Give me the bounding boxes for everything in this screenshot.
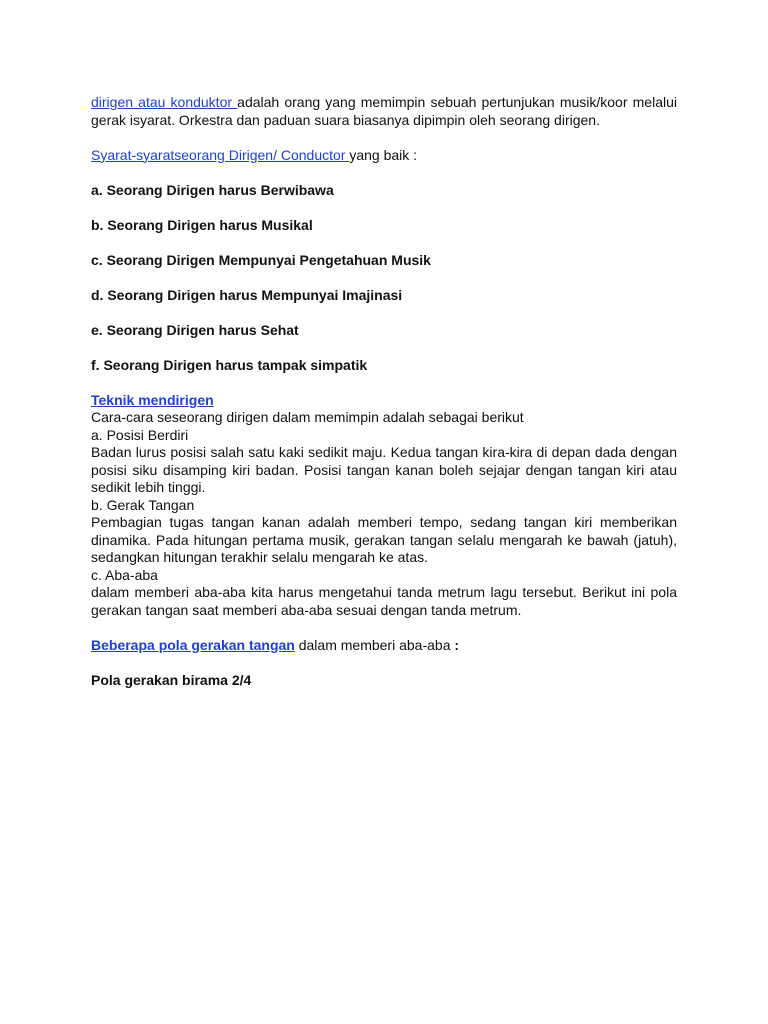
spacer [91, 234, 677, 252]
spacer [91, 619, 677, 637]
requirement-item: a. Seorang Dirigen harus Berwibawa [91, 181, 334, 198]
spacer [91, 199, 677, 217]
link-syarat-dirigen[interactable]: Syarat-syaratseorang Dirigen/ Conductor [91, 146, 350, 163]
patterns-suffix: dalam memberi aba-aba [294, 636, 455, 653]
subsection-title-posisi-berdiri: a. Posisi Berdiri [91, 426, 189, 443]
subsection-title-gerak-tangan: b. Gerak Tangan [91, 496, 195, 513]
technique-intro: Cara-cara seseorang dirigen dalam memimpin adalah sebagai berikut [91, 409, 524, 425]
requirements-intro [91, 147, 677, 165]
subsection-text-aba-aba: dalam memberi aba-aba kita harus mengetahui tanda metrum lagu tersebut. Berikut ini pola gerakan tangan saat memberi aba-aba sesuai dengan tanda metrum. [91, 584, 677, 618]
spacer [91, 339, 677, 357]
link-dirigen-konduktor[interactable]: dirigen atau konduktor [91, 94, 238, 110]
requirement-item: d. Seorang Dirigen harus Mempunyai Imajinasi [91, 286, 403, 303]
subsection-text-gerak-tangan: Pembagian tugas tangan kanan adalah memberi tempo, sedang tangan kiri memberikan dinamika. Pada hitungan pertama musik, gerakan tangan selalu mengarah ke bawah (jatuh), sedangkan hitungan terakhir selalu mengarah ke atas. [91, 514, 677, 565]
spacer [91, 374, 677, 392]
spacer [91, 164, 677, 182]
intro-text: adalah orang yang memimpin sebuah pertunjukan musik/koor melalui gerak isyarat. Orkestra dan paduan suara biasanya dipimpin oleh seorang dirigen. [91, 94, 677, 128]
patterns-intro [91, 637, 677, 655]
pattern-heading-birama: Pola gerakan birama 2/4 [91, 671, 252, 688]
subsection-text-posisi-berdiri: Badan lurus posisi salah satu kaki sedikit maju. Kedua tangan kira-kira di depan dada dengan posisi siku disamping kiri badan. Posisi tangan kanan boleh sejajar dengan tangan kiri atau sedikit lebih tinggi. [91, 444, 677, 495]
patterns-colon: : [454, 636, 460, 653]
requirement-item: b. Seorang Dirigen harus Musikal [91, 216, 313, 233]
requirement-item: f. Seorang Dirigen harus tampak simpatik [91, 356, 368, 373]
requirement-item: e. Seorang Dirigen harus Sehat [91, 321, 299, 338]
link-pola-gerakan-tangan[interactable]: Beberapa pola gerakan tangan [91, 636, 295, 653]
subsection-title-aba-aba: c. Aba-aba [91, 566, 158, 583]
document-body [91, 94, 677, 689]
requirements-suffix: yang baik : [349, 146, 418, 163]
spacer [91, 304, 677, 322]
requirement-item: c. Seorang Dirigen Mempunyai Pengetahuan Musik [91, 251, 431, 268]
spacer [91, 269, 677, 287]
link-teknik-mendirigen[interactable]: Teknik mendirigen [91, 391, 214, 408]
spacer [91, 654, 677, 672]
intro-paragraph [91, 94, 677, 129]
technique-heading [91, 392, 677, 410]
spacer [91, 129, 677, 147]
